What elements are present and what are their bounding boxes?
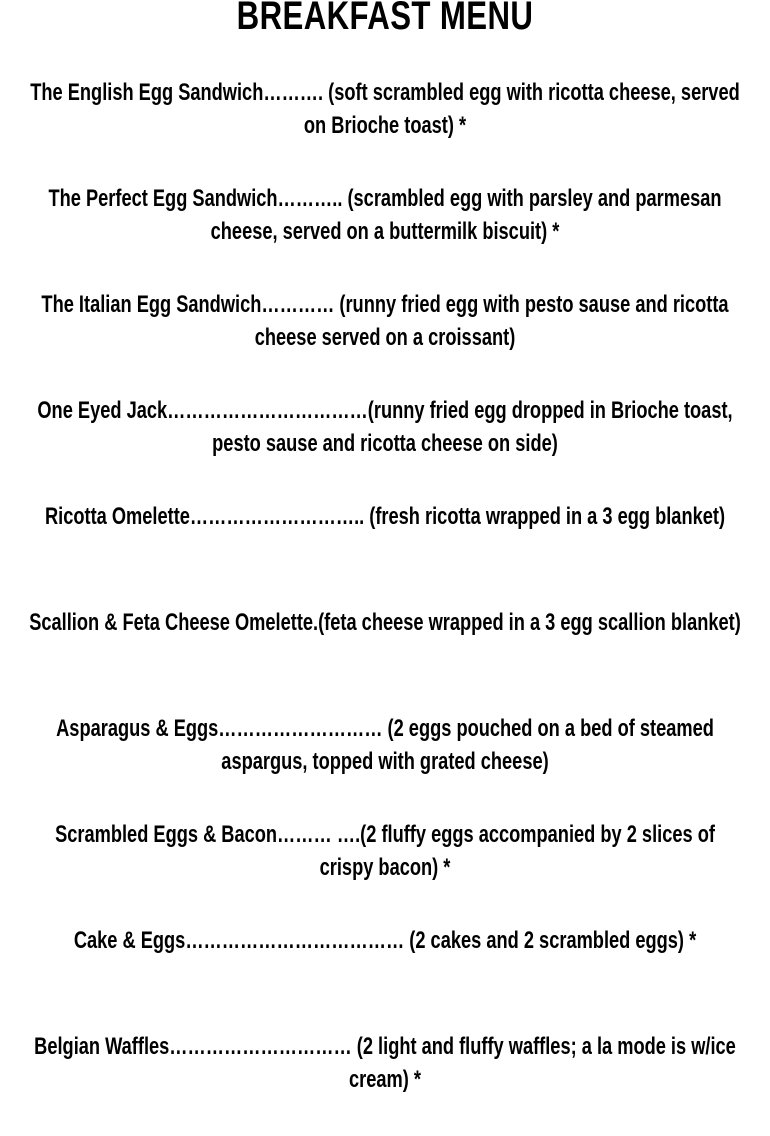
- menu-item-text: Ricotta Omelette……………………….. (fresh ricotta wrapped in a 3 egg blanket): [44, 503, 726, 530]
- menu-item-text: Scallion & Feta Cheese Omelette.(feta cheese wrapped in a 3 egg scallion blanket): [29, 609, 741, 636]
- menu-item: [0, 1030, 770, 1136]
- menu-item: [0, 500, 770, 606]
- menu-item: [0, 924, 770, 1030]
- menu-item: [0, 818, 770, 924]
- menu-item-text: The Perfect Egg Sandwich……….. (scrambled egg with parsley and parmesan cheese, served on a buttermilk biscuit) *: [48, 185, 722, 245]
- menu-item-text: Cake & Eggs……………………………… (2 cakes and 2 scrambled eggs) *: [73, 927, 697, 954]
- menu-item-text: One Eyed Jack……………………………(runny fried egg dropped in Brioche toast, pesto sause and ricotta cheese on side): [37, 397, 733, 457]
- menu-item-text: The Italian Egg Sandwich………… (runny fried egg with pesto sause and ricotta cheese served on a croissant): [41, 291, 729, 351]
- menu-item: [0, 182, 770, 288]
- menu-item-text: Belgian Waffles………………………… (2 light and fluffy waffles; a la mode is w/ice cream) *: [34, 1033, 736, 1093]
- menu-item-text: The English Egg Sandwich………. (soft scrambled egg with ricotta cheese, served on Brioche toast) *: [30, 79, 740, 139]
- menu-item: [0, 394, 770, 500]
- menu-item: [0, 288, 770, 394]
- menu-list: [0, 76, 770, 1136]
- menu-title: BREAKFAST MENU: [236, 0, 534, 38]
- menu-item-text: Scrambled Eggs & Bacon……… ….(2 fluffy eggs accompanied by 2 slices of crispy bacon) *: [55, 821, 715, 881]
- menu-item: [0, 606, 770, 712]
- menu-item-text: Asparagus & Eggs……………………… (2 eggs pouched on a bed of steamed aspargus, topped with grated cheese): [56, 715, 714, 775]
- menu-item: [0, 76, 770, 182]
- menu-item: [0, 712, 770, 818]
